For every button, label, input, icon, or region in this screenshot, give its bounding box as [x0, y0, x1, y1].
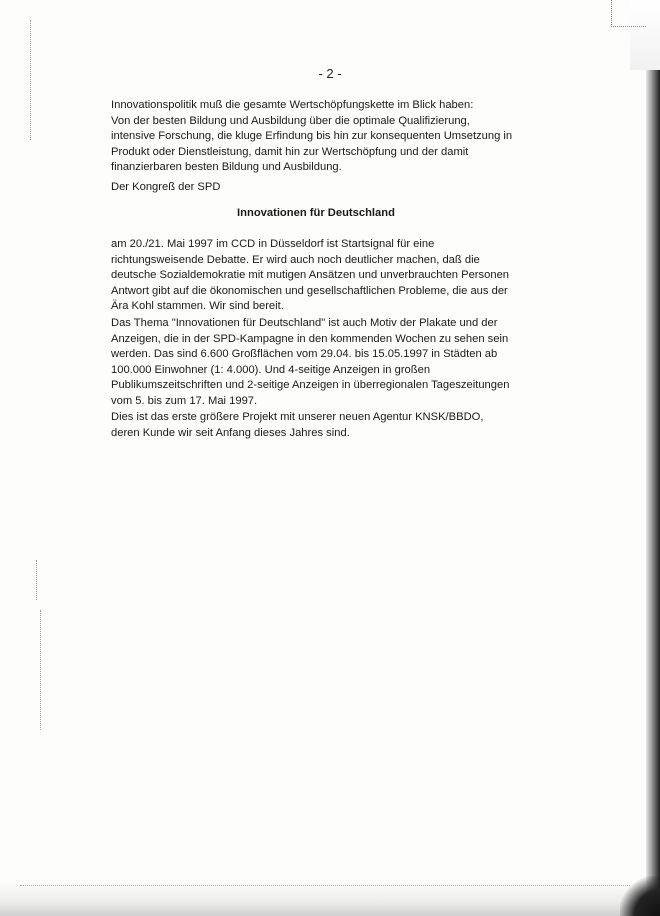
paragraph-line: 100.000 Einwohner (1: 4.000). Und 4-seitige Anzeigen in großen	[111, 363, 431, 376]
paragraph-line: Antwort gibt auf die ökonomischen und gesellschaftlichen Probleme, die aus der	[111, 284, 508, 297]
paragraph-line: intensive Forschung, die kluge Erfindung bis hin zur konsequenten Umsetzung in	[111, 130, 513, 143]
paragraph-line: vom 5. bis zum 17. Mai 1997.	[111, 394, 258, 407]
paragraph-line: richtungsweisende Debatte. Er wird auch noch deutlicher machen, daß die	[111, 253, 480, 266]
scan-bottom-blot	[620, 876, 660, 916]
paragraph-line: Dies ist das erste größere Projekt mit unserer neuen Agentur KNSK/BBDO,	[111, 411, 484, 423]
paragraph-line: Publikumszeitschriften und 2-seitige Anzeigen in überregionalen Tageszeitungen	[111, 379, 510, 392]
paragraph-line: Das Thema "Innovationen für Deutschland" ist auch Motiv der Plakate und der	[111, 317, 498, 329]
paragraph-innovation-policy	[111, 98, 521, 176]
paragraph-line: deutsche Sozialdemokratie mit mutigen Ansätzen und unverbrauchten Personen	[111, 269, 510, 282]
paragraph-line: deren Kunde wir seit Anfang dieses Jahres sind.	[111, 426, 350, 439]
paragraph-line: Anzeigen, die in der SPD-Kampagne in den kommenden Wochen zu sehen sein	[111, 332, 509, 345]
paragraph-line: Innovationspolitik muß die gesamte Wertschöpfungskette im Blick haben:	[111, 99, 474, 111]
scan-corner-mark	[611, 0, 646, 27]
paragraph-congress-intro	[111, 180, 521, 196]
paragraph-line: Ära Kohl stammen. Wir sind bereit.	[111, 300, 284, 313]
paragraph-campaign	[111, 316, 521, 410]
paragraph-line: finanzierbaren besten Bildung und Ausbildung.	[111, 161, 342, 174]
scan-edge-bottom	[0, 882, 660, 916]
paragraph-line: werden. Das sind 6.600 Großflächen vom 29.04. bis 15.05.1997 in Städten ab	[111, 348, 498, 361]
scan-speck-left-mid	[36, 560, 41, 600]
paragraph-line: Der Kongreß der SPD	[111, 181, 221, 193]
paragraph-line: Produkt oder Dienstleistung, damit hin zur Wertschöpfung und der damit	[111, 145, 469, 158]
scan-edge-right	[646, 70, 660, 916]
paragraph-line: Von der besten Bildung und Ausbildung über die optimale Qualifizierung,	[111, 114, 470, 127]
paragraph-congress-details	[111, 237, 521, 315]
scan-speck-left-top	[30, 20, 35, 140]
page-number: - 2 -	[318, 66, 342, 81]
paragraph-line: am 20./21. Mai 1997 im CCD in Düsseldorf ist Startsignal für eine	[111, 238, 435, 250]
section-heading: Innovationen für Deutschland	[237, 207, 395, 219]
scan-speck-left-low	[40, 610, 45, 730]
paragraph-agency	[111, 410, 521, 441]
